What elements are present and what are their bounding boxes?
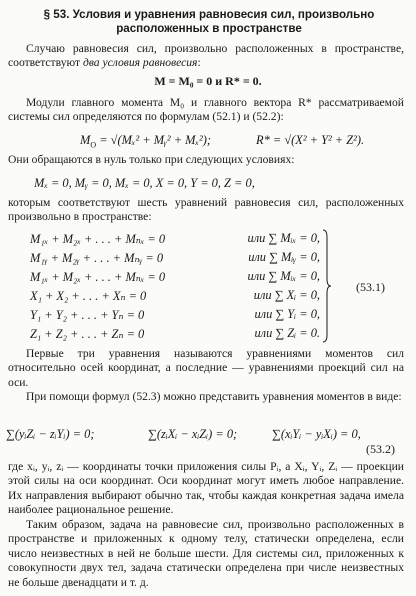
section-title-line1: § 53. Условия и уравнения равновесия сил, произвольно bbox=[43, 8, 375, 21]
paragraph-static-determinacy: Таким образом, задача на равновесие сил, произвольно расположенных в пространстве и приложенных к одному телу, статически определена, если число неизвестных в ней не больше шести. Для системы сил, приложенных к совокупности двух тел, задача статически определена при числе неизвестных не больше двенадцати и т. д. bbox=[8, 518, 404, 589]
equation-moment-modulus bbox=[80, 133, 211, 149]
system-row-2-rhs: или ∑ Mᵢᵧ = 0, bbox=[248, 250, 320, 264]
equation-equilibrium-conditions: M = M₀ = 0 и R* = 0. bbox=[154, 74, 262, 88]
paragraph-intro-emphasis: два условия равновесия bbox=[82, 56, 198, 70]
system-row-2 bbox=[30, 250, 320, 266]
system-row-5-rhs: или ∑ Yᵢ = 0, bbox=[254, 307, 320, 321]
system-row-1 bbox=[30, 231, 320, 247]
system-row-4 bbox=[30, 288, 320, 304]
system-row-1-lhs: M₁ₓ + M₂ₓ + . . . + Mₙₓ = 0 bbox=[30, 232, 166, 246]
paragraph-intro-text: Случаю равновесия сил, произвольно расположенных в пространстве, соответствуют bbox=[8, 42, 404, 70]
equation-number-53-2: (53.2) bbox=[366, 442, 395, 456]
paragraph-zero-conditions: Они обращаются в нуль только при следующих условиях: bbox=[8, 153, 295, 166]
paragraph-intro bbox=[8, 42, 404, 71]
right-brace-icon bbox=[322, 229, 332, 343]
system-row-6-rhs: или ∑ Zᵢ = 0. bbox=[254, 326, 320, 340]
section-title-line2: расположенных в пространстве bbox=[116, 22, 302, 35]
system-row-3 bbox=[30, 269, 320, 285]
equation-zero-components: Mₓ = 0, Mᵧ = 0, Mₓ = 0, X = 0, Y = 0, Z = 0, bbox=[34, 176, 255, 190]
moment-symbol: M bbox=[80, 133, 91, 147]
system-row-4-rhs: или ∑ Xᵢ = 0, bbox=[253, 288, 320, 302]
paragraph-coordinates: где xᵢ, yᵢ, zᵢ — координаты точки приложения силы Pᵢ, а Xᵢ, Yᵢ, Zᵢ — проекции этой силы на оси координат. Оси координат могут иметь любое направление. Их направления выбирают обычно так, чтобы каждая конкретная задача имела наиболее рациональное решение. bbox=[8, 460, 404, 517]
moment-modulus-formula: = √(Mₓ² + Mᵧ² + Mₓ²); bbox=[99, 133, 211, 147]
paragraph-moduli: Модули главного момента M₀ и главного вектора R* рассматриваемой системы сил определяются по формулам (52.1) и (52.2): bbox=[8, 96, 404, 124]
system-row-5-lhs: Y₁ + Y₂ + . . . + Yₙ = 0 bbox=[30, 308, 145, 322]
equation-number-53-1: (53.1) bbox=[356, 280, 385, 294]
system-row-6-lhs: Z₁ + Z₂ + . . . + Zₙ = 0 bbox=[30, 327, 145, 341]
paragraph-intro-colon: : bbox=[197, 56, 201, 70]
system-row-2-lhs: M₁ᵧ + M₂ᵧ + . . . + Mₙᵧ = 0 bbox=[30, 251, 164, 265]
paragraph-moment-form: При помощи формул (52.3) можно представить уравнения моментов в виде: bbox=[26, 390, 402, 403]
system-row-3-rhs: или ∑ Mᵢₓ = 0, bbox=[247, 269, 320, 283]
equation-moment-x: ∑(yᵢZᵢ − zᵢYᵢ) = 0; bbox=[6, 427, 95, 441]
system-row-1-rhs: или ∑ Mᵢₓ = 0, bbox=[247, 231, 320, 245]
equation-moment-y: ∑(zᵢXᵢ − xᵢZᵢ) = 0; bbox=[148, 427, 238, 441]
moment-subscript: O bbox=[90, 140, 97, 150]
paragraph-equation-names: Первые три уравнения называются уравнениями моментов сил относительно осей координат, а последние — уравнениями проекций сил на оси. bbox=[8, 347, 404, 389]
system-row-3-lhs: M₁ₓ + M₂ₓ + . . . + Mₙₓ = 0 bbox=[30, 270, 166, 284]
system-row-4-lhs: X₁ + X₂ + . . . + Xₙ = 0 bbox=[30, 289, 147, 303]
paragraph-six-equations: которым соответствуют шесть уравнений равновесия сил, расположенных произвольно в пространстве: bbox=[8, 196, 404, 224]
system-row-6 bbox=[30, 326, 320, 342]
equation-vector-modulus: R* = √(X² + Y² + Z²). bbox=[256, 133, 365, 147]
system-row-5 bbox=[30, 307, 320, 323]
equation-moment-z: ∑(xᵢYᵢ − yᵢXᵢ) = 0, bbox=[272, 427, 361, 441]
